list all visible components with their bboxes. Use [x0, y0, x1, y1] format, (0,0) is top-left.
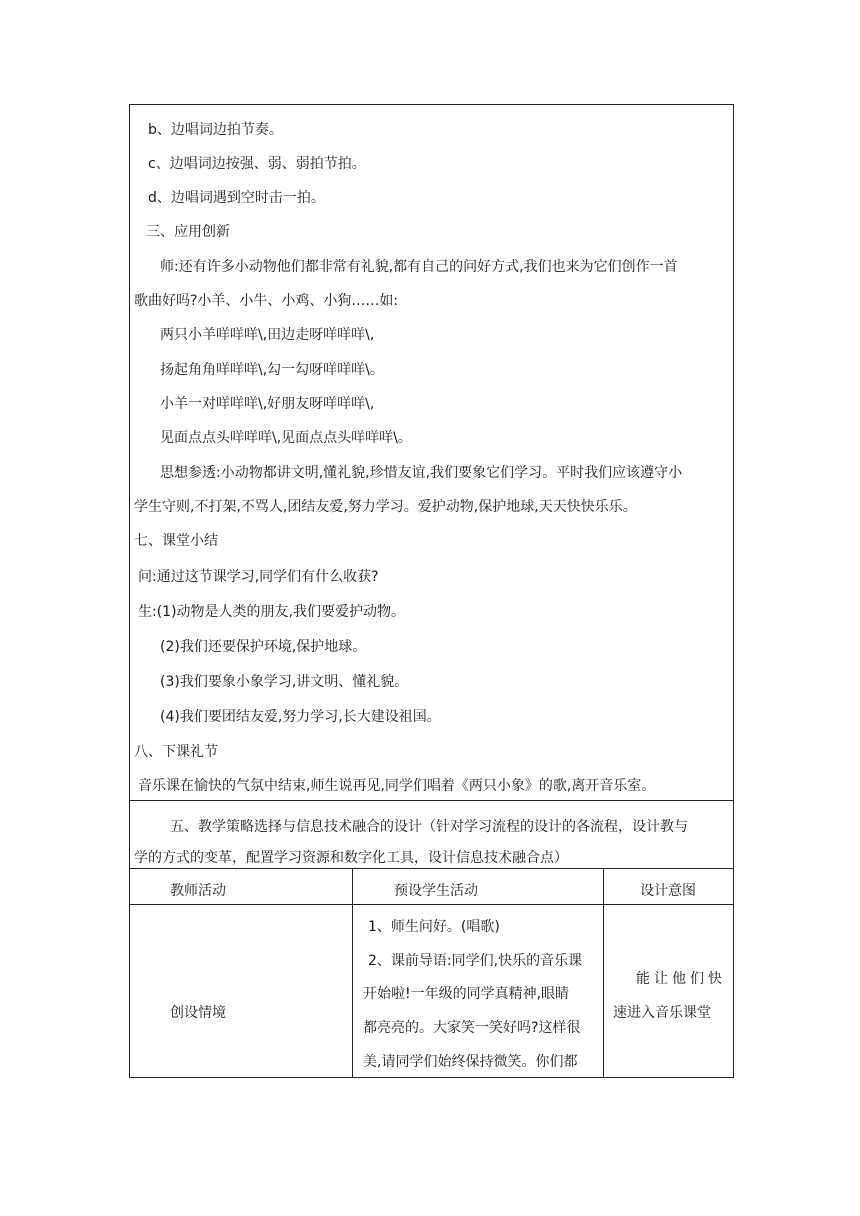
teacher-activity: 创设情境: [170, 1005, 226, 1021]
lyric-line: 小羊一对咩咩咩\,好朋友呀咩咩咩\,: [160, 396, 375, 412]
text-line: 师:还有许多小动物他们都非常有礼貌,都有自己的问好方式,我们也来为它们创作一首: [160, 259, 678, 275]
student-activity-line: 都亮亮的。大家笑一笑好吗?这样很: [363, 1020, 581, 1036]
text-line: c、边唱词边按强、弱、弱拍节拍。: [148, 156, 366, 172]
text-line: 问:通过这节课学习,同学们有什么收获?: [138, 569, 379, 585]
text-line: 生:(1)动物是人类的朋友,我们要爱护动物。: [138, 604, 405, 620]
student-activity-line: 开始啦!一年级的同学真精神,眼睛: [363, 986, 570, 1002]
text-line: d、边唱词遇到空时击一拍。: [148, 190, 325, 206]
lyric-line: 见面点点头咩咩咩\,见面点点头咩咩咩\。: [160, 430, 412, 446]
row-divider: [130, 904, 733, 905]
design-intent-line: 能让他们快: [636, 971, 726, 987]
text-line: 学生守则,不打架,不骂人,团结友爱,努力学习。爱护动物,保护地球,天天快快乐乐。: [134, 499, 637, 515]
text-line: b、边唱词边拍节奏。: [148, 122, 283, 138]
row-divider: [130, 868, 733, 869]
text-line: (4)我们要团结友爱,努力学习,长大建设祖国。: [160, 709, 441, 725]
text-line: 歌曲好吗?小羊、小牛、小鸡、小狗……如:: [134, 293, 399, 309]
text-line: 音乐课在愉快的气氛中结束,师生说再见,同学们唱着《两只小象》的歌,离开音乐室。: [138, 778, 656, 794]
section5-line: 五、教学策略选择与信息技术融合的设计（针对学习流程的设计的各流程，设计教与: [170, 819, 688, 835]
text-line: 思想参透:小动物都讲文明,懂礼貌,珍惜友谊,我们要象它们学习。平时我们应该遵守小: [160, 465, 683, 481]
column-header-teacher: 教师活动: [170, 883, 226, 899]
section-heading: 七、课堂小结: [134, 533, 218, 549]
column-header-intent: 设计意图: [640, 883, 696, 899]
section-heading: 八、下课礼节: [134, 744, 218, 760]
column-divider: [603, 868, 604, 1078]
lyric-line: 扬起角角咩咩咩\,勾一勾呀咩咩咩\。: [160, 362, 384, 378]
column-header-student: 预设学生活动: [394, 883, 478, 899]
column-divider: [352, 868, 353, 1078]
text-line: (3)我们要象小象学习,讲文明、懂礼貌。: [160, 674, 409, 690]
student-activity-line: 美,请同学们始终保持微笑。你们都: [363, 1054, 578, 1070]
lesson-table: [129, 104, 734, 1078]
section5-line: 学的方式的变革，配置学习资源和数字化工具，设计信息技术融合点）: [134, 850, 568, 866]
text-line: (2)我们还要保护环境,保护地球。: [160, 639, 367, 655]
lyric-line: 两只小羊咩咩咩\,田边走呀咩咩咩\,: [160, 327, 375, 343]
row-divider: [130, 800, 733, 801]
student-activity-line: 1、师生问好。(唱歌): [368, 919, 500, 935]
student-activity-line: 2、课前导语:同学们,快乐的音乐课: [368, 953, 583, 969]
section-heading: 三、应用创新: [146, 224, 230, 240]
design-intent-line: 速进入音乐课堂: [613, 1005, 711, 1021]
